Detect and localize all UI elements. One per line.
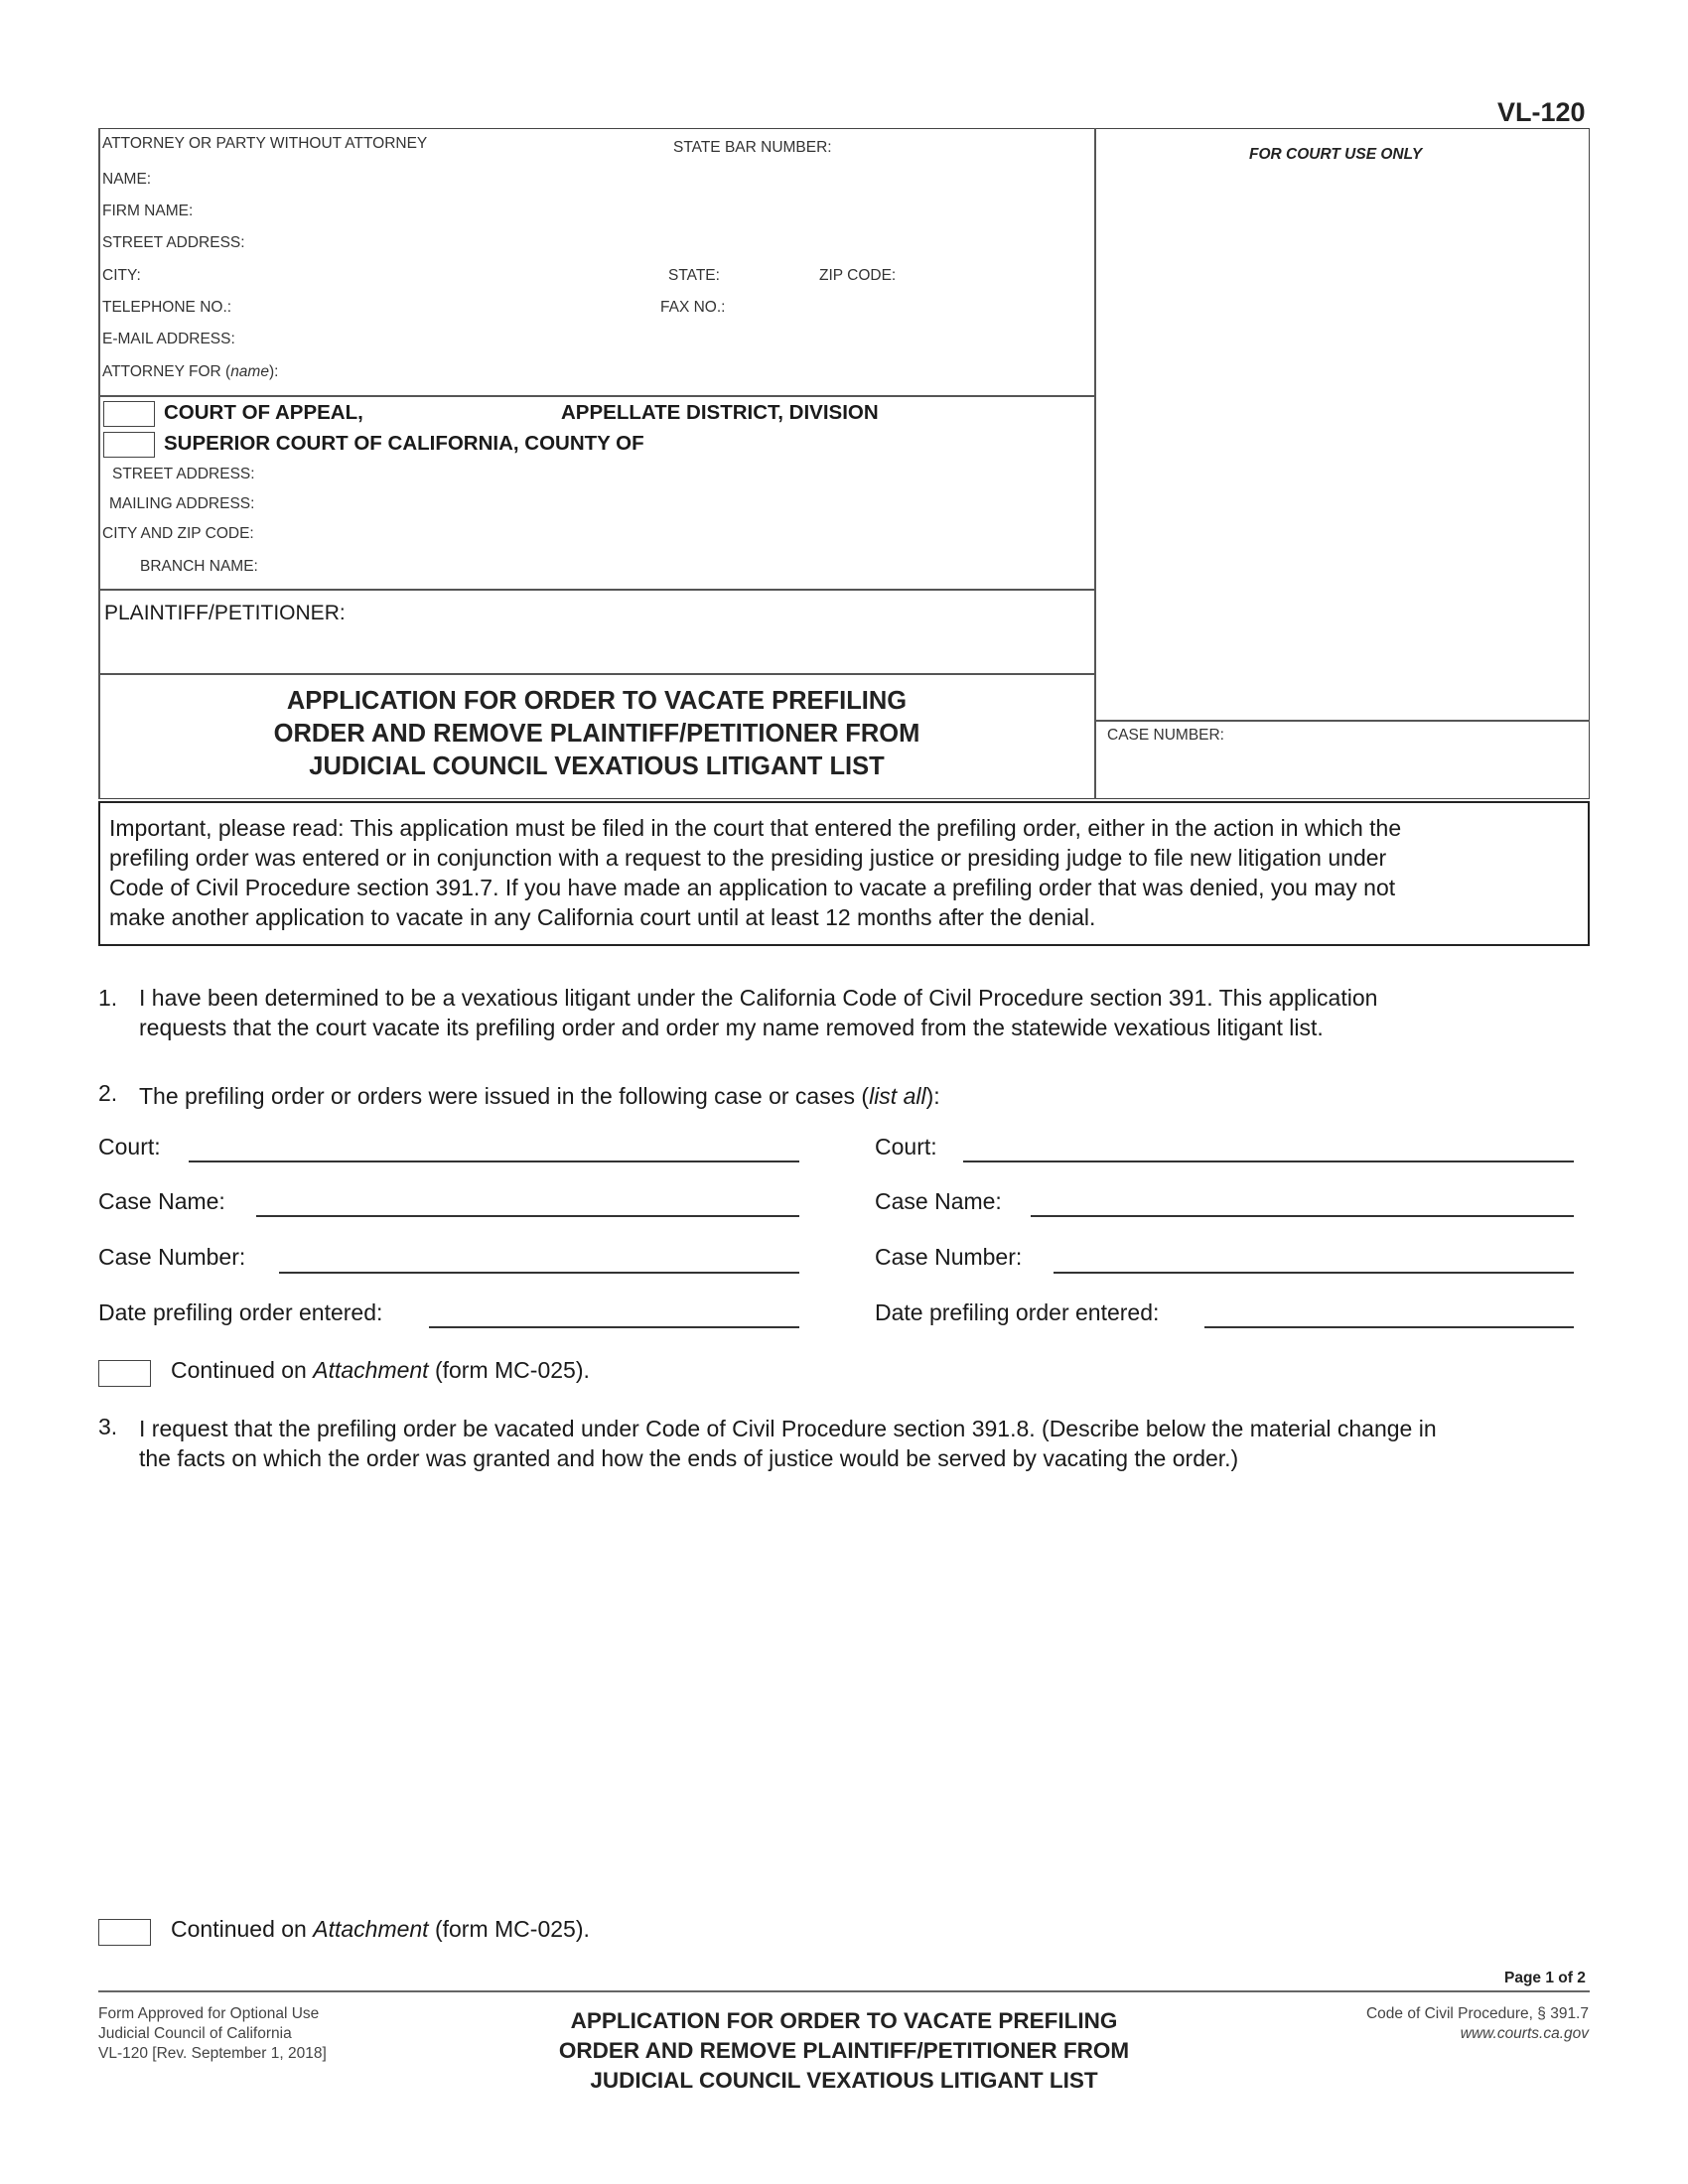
footer-right-link[interactable]: www.courts.ca.gov [1460,2025,1589,2042]
street-address-label: STREET ADDRESS: [102,234,245,251]
attorney-label: ATTORNEY OR PARTY WITHOUT ATTORNEY [102,135,428,152]
email-label: E-MAIL ADDRESS: [102,331,235,347]
item-1-line-1: I have been determined to be a vexatious litigant under the California Code of Civil Procedure section 391. This application [139,985,1378,1011]
item-1-line-2: requests that the court vacate its prefiling order and order my name removed from the statewide vexatious litigant list. [139,1015,1324,1040]
important-line-2: prefiling order was entered or in conjunction with a request to the presiding justice or presiding judge to file new litigation under [109,845,1387,871]
important-notice-text [109,813,1584,932]
name-label: NAME: [102,171,152,188]
footer-left [98,2004,327,2064]
footer-rule [98,1990,1590,1992]
right-date-field[interactable] [1204,1326,1574,1328]
attorney-for-name: name [230,363,269,380]
title-line-3: JUDICIAL COUNCIL VEXATIOUS LITIGANT LIST [309,752,885,780]
right-case-name-label: Case Name: [875,1188,1002,1214]
superior-court-label: SUPERIOR COURT OF CALIFORNIA, COUNTY OF [164,432,644,455]
right-case-name-field[interactable] [1031,1215,1574,1217]
court-branch-label: BRANCH NAME: [140,558,258,575]
right-case-number-label: Case Number: [875,1244,1023,1270]
divider-court [98,395,1095,397]
item-2-number: 2. [98,1080,118,1106]
court-of-appeal-label: COURT OF APPEAL, [164,401,363,424]
continued-attachment-label-2 [171,1916,590,1943]
important-line-1: Important, please read: This application must be filed in the court that entered the prefiling order, either in the action in which the [109,815,1402,841]
continued-attachment-checkbox-2[interactable] [98,1919,151,1946]
continued-prefix-2: Continued on [171,1916,314,1942]
footer-left-line-2: Judicial Council of California [98,2025,292,2042]
divider-plaintiff [98,589,1095,591]
divider-case-number [1094,720,1590,722]
telephone-label: TELEPHONE NO.: [102,299,232,316]
right-date-label: Date prefiling order entered: [875,1299,1160,1325]
court-use-label: FOR COURT USE ONLY [1249,146,1423,163]
divider-title [98,673,1095,675]
left-date-label: Date prefiling order entered: [98,1299,383,1325]
form-id: VL-120 [1497,97,1586,127]
continued-italic-2: Attachment [313,1916,429,1942]
item-3-number: 3. [98,1414,118,1439]
firm-name-label: FIRM NAME: [102,203,194,219]
zip-label: ZIP CODE: [819,267,897,284]
footer-left-line-3: VL-120 [Rev. September 1, 2018] [98,2045,327,2062]
left-court-label: Court: [98,1134,161,1160]
form-title [98,685,1095,783]
court-mailing-label: MAILING ADDRESS: [109,495,255,512]
item-3-line-2: the facts on which the order was granted and how the ends of justice would be served by vacating the order.) [139,1445,1239,1471]
footer-title-line-2: ORDER AND REMOVE PLAINTIFF/PETITIONER FROM [558,2038,1130,2063]
court-of-appeal-checkbox[interactable] [103,401,155,427]
state-bar-label: STATE BAR NUMBER: [673,139,832,156]
footer-title-line-1: APPLICATION FOR ORDER TO VACATE PREFILING [570,2008,1118,2033]
page-number: Page 1 of 2 [1504,1970,1586,1986]
court-street-label: STREET ADDRESS: [112,466,255,482]
court-city-zip-label: CITY AND ZIP CODE: [102,525,254,542]
fax-label: FAX NO.: [660,299,726,316]
left-case-number-label: Case Number: [98,1244,246,1270]
right-court-field[interactable] [963,1160,1574,1162]
continued-attachment-checkbox-1[interactable] [98,1360,151,1387]
footer-title-line-3: JUDICIAL COUNCIL VEXATIOUS LITIGANT LIST [590,2068,1098,2093]
item-2-italic: list all [869,1083,926,1109]
item-2-text [139,1081,940,1111]
attorney-for-label [102,363,278,381]
appellate-district-label: APPELLATE DISTRICT, DIVISION [561,401,879,424]
left-date-field[interactable] [429,1326,799,1328]
continued-suffix-2: (form MC-025). [428,1916,590,1942]
important-line-3: Code of Civil Procedure section 391.7. If you have made an application to vacate a prefiling order that was denied, you may not [109,875,1396,900]
item-1-text [139,983,1589,1042]
left-case-number-field[interactable] [279,1272,799,1274]
left-case-name-field[interactable] [256,1215,799,1217]
right-case-number-field[interactable] [1054,1272,1574,1274]
attorney-for-prefix: ATTORNEY FOR ( [102,363,231,380]
title-line-1: APPLICATION FOR ORDER TO VACATE PREFILING [286,687,908,715]
title-line-2: ORDER AND REMOVE PLAINTIFF/PETITIONER FROM [273,720,920,748]
case-number-label: CASE NUMBER: [1107,727,1224,744]
item-2-prefix: The prefiling order or orders were issued in the following case or cases ( [139,1083,870,1109]
state-label: STATE: [668,267,720,284]
item-3-text [139,1414,1589,1473]
continued-attachment-label-1 [171,1357,590,1384]
item-1-number: 1. [98,985,118,1011]
continued-italic-1: Attachment [313,1357,429,1383]
city-label: CITY: [102,267,141,284]
left-case-name-label: Case Name: [98,1188,225,1214]
footer-title [447,2006,1241,2096]
attorney-for-close: ): [268,363,279,380]
left-court-field[interactable] [189,1160,799,1162]
item-3-line-1: I request that the prefiling order be vacated under Code of Civil Procedure section 391.8. (Describe below the material change in [139,1416,1437,1441]
footer-left-line-1: Form Approved for Optional Use [98,2005,320,2022]
superior-court-checkbox[interactable] [103,432,155,458]
continued-suffix-1: (form MC-025). [428,1357,590,1383]
footer-right [1241,2004,1589,2044]
right-court-label: Court: [875,1134,937,1160]
plaintiff-label: PLAINTIFF/PETITIONER: [104,602,346,624]
important-line-4: make another application to vacate in any California court until at least 12 months after the denial. [109,904,1096,930]
item-2-close: ): [925,1083,940,1109]
footer-right-line-1: Code of Civil Procedure, § 391.7 [1365,2005,1589,2022]
continued-prefix-1: Continued on [171,1357,314,1383]
